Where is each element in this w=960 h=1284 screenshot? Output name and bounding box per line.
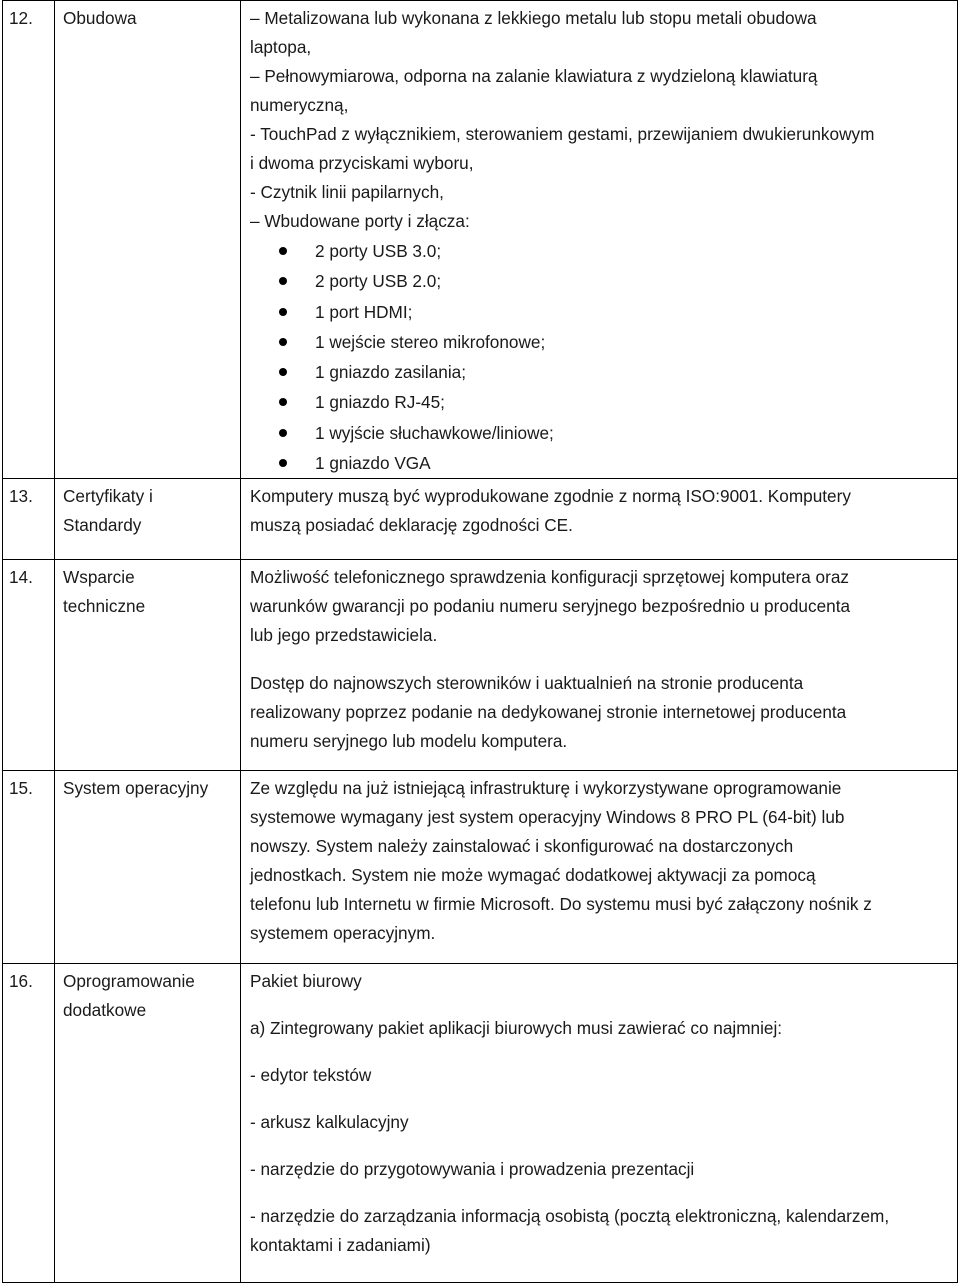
description-line: laptopa, [250, 37, 312, 57]
description-line: numeryczną, [250, 95, 349, 115]
description-line: - TouchPad z wyłącznikiem, sterowaniem gestami, przewijaniem dwukierunkowym [250, 124, 875, 144]
row-number: 14. [3, 560, 55, 771]
description-line: systemem operacyjnym. [250, 923, 436, 944]
row-number: 12. [3, 1, 55, 479]
paragraph: - edytor tekstów [250, 1065, 372, 1086]
port-item: 2 porty USB 2.0; [250, 266, 951, 296]
row-name: Certyfikaty i Standardy [55, 479, 241, 560]
description-line: – Metalizowana lub wykonana z lekkiego metalu lub stopu metali obudowa [250, 8, 817, 28]
row-description [241, 479, 958, 560]
table-row [3, 964, 958, 1283]
row-number: 13. [3, 479, 55, 560]
row-description [241, 771, 958, 964]
table-row [3, 560, 958, 771]
paragraph: - arkusz kalkulacyjny [250, 1112, 409, 1133]
description-line: nowszy. System należy zainstalować i skonfigurować na dostarczonych [250, 836, 794, 857]
description-line: Komputery muszą być wyprodukowane zgodnie z normą ISO:9001. Komputery [250, 486, 851, 507]
port-item: 1 port HDMI; [250, 297, 951, 327]
specification-table [2, 0, 958, 1283]
description-line: Ze względu na już istniejącą infrastrukturę i wykorzystywane oprogramowanie [250, 778, 842, 799]
row-name: Obudowa [55, 1, 241, 479]
table-row [3, 771, 958, 964]
description-line: - Czytnik linii papilarnych, [250, 182, 444, 202]
port-item: 2 porty USB 3.0; [250, 236, 951, 266]
description-line: jednostkach. System nie może wymagać dodatkowej aktywacji za pomocą [250, 865, 816, 886]
port-item: 1 wejście stereo mikrofonowe; [250, 327, 951, 357]
paragraph: - narzędzie do przygotowywania i prowadzenia prezentacji [250, 1159, 695, 1180]
paragraph: a) Zintegrowany pakiet aplikacji biurowych musi zawierać co najmniej: [250, 1018, 783, 1039]
row-name: Oprogramowanie dodatkowe [55, 964, 241, 1283]
row-description [241, 964, 958, 1283]
description-line: muszą posiadać deklarację zgodności CE. [250, 515, 573, 536]
row-description [241, 1, 958, 479]
port-item: 1 gniazdo RJ-45; [250, 387, 951, 417]
port-item: 1 gniazdo VGA [250, 448, 951, 478]
description-line: – Wbudowane porty i złącza: [250, 211, 470, 231]
description-line: systemowe wymagany jest system operacyjny Windows 8 PRO PL (64-bit) lub [250, 807, 845, 828]
table-row [3, 1, 958, 479]
row-name: System operacyjny [55, 771, 241, 964]
row-description [241, 560, 958, 771]
row-number: 15. [3, 771, 55, 964]
port-item: 1 gniazdo zasilania; [250, 357, 951, 387]
paragraph: Pakiet biurowy [250, 971, 362, 992]
ports-list [250, 236, 951, 478]
row-name: Wsparcie techniczne [55, 560, 241, 771]
row-number: 16. [3, 964, 55, 1283]
table-row [3, 479, 958, 560]
description-line: i dwoma przyciskami wyboru, [250, 153, 474, 173]
paragraph: Możliwość telefonicznego sprawdzenia konfiguracji sprzętowej komputera oraz warunków gwarancji po podaniu numeru seryjnego bezpośrednio u producenta lub jego przedstawiciela. [250, 567, 851, 646]
paragraph: - narzędzie do zarządzania informacją osobistą (pocztą elektroniczną, kalendarzem, kontaktami i zadaniami) [250, 1206, 890, 1256]
port-item: 1 wyjście słuchawkowe/liniowe; [250, 418, 951, 448]
paragraph: Dostęp do najnowszych sterowników i uaktualnień na stronie producenta realizowany poprzez podanie na dedykowanej stronie internetowej producenta numeru seryjnego lub modelu komputera. [250, 673, 847, 752]
description-line: – Pełnowymiarowa, odporna na zalanie klawiatura z wydzieloną klawiaturą [250, 66, 818, 86]
description-line: telefonu lub Internetu w firmie Microsoft. Do systemu musi być załączony nośnik z [250, 894, 872, 915]
